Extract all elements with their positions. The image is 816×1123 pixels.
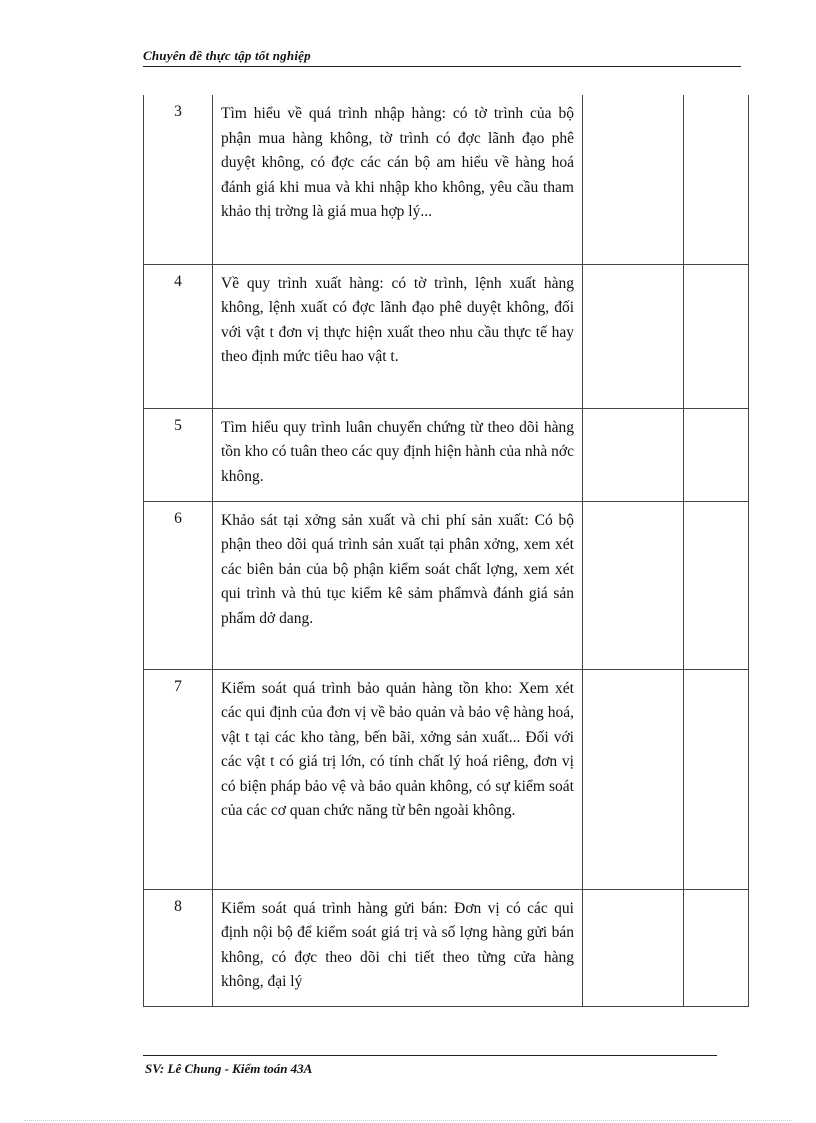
empty-cell [684, 408, 749, 501]
empty-cell [583, 889, 684, 1006]
row-number: 5 [144, 408, 213, 501]
row-content [213, 889, 583, 1006]
header-title: Chuyên đề thực tập tốt nghiệp [143, 48, 311, 63]
row-number: 8 [144, 889, 213, 1006]
empty-cell [583, 501, 684, 669]
page-footer-rule [143, 1055, 717, 1058]
row-content [213, 669, 583, 889]
audit-procedures-table [143, 95, 749, 1007]
empty-cell [684, 889, 749, 1006]
empty-cell [684, 95, 749, 264]
page-header [143, 46, 741, 67]
table-row [144, 669, 749, 889]
row-number: 4 [144, 264, 213, 408]
table-row [144, 264, 749, 408]
footer-text: SV: Lê Chung - Kiểm toán 43A [145, 1061, 313, 1076]
page-bottom-rule [24, 1120, 792, 1121]
empty-cell [583, 669, 684, 889]
empty-cell [583, 95, 684, 264]
empty-cell [583, 408, 684, 501]
empty-cell [583, 264, 684, 408]
table-row [144, 95, 749, 264]
table-row [144, 408, 749, 501]
row-content [213, 501, 583, 669]
row-text: Kiểm soát quá trình hàng gửi bán: Đơn vị có các qui định nội bộ để kiểm soát giá trị và số lợng hàng gửi bán không, có đợc theo dõi chi tiết theo từng cửa hàng không, đại lý [221, 899, 574, 991]
empty-cell [684, 669, 749, 889]
row-content [213, 408, 583, 501]
row-content [213, 264, 583, 408]
row-number: 6 [144, 501, 213, 669]
row-text: Tìm hiểu quy trình luân chuyển chứng từ theo dõi hàng tồn kho có tuân theo các quy định hiện hành của nhà nớc không. [221, 418, 574, 485]
row-number: 3 [144, 95, 213, 264]
empty-cell [684, 264, 749, 408]
row-text: Kiểm soát quá trình bảo quản hàng tồn kho: Xem xét các qui định của đơn vị về bảo quản và bảo vệ hàng hoá, vật t tại các kho tàng, bến bãi, xởng sản xuất... Đối với các vật t có giá trị lớn, có tính chất lý hoá riêng, đơn vị có biện pháp bảo vệ và bảo quản không, có sự kiểm soát của các cơ quan chức năng từ bên ngoài không. [221, 679, 574, 820]
empty-cell [684, 501, 749, 669]
row-number: 7 [144, 669, 213, 889]
row-text: Khảo sát tại xởng sản xuất và chi phí sản xuất: Có bộ phận theo dõi quá trình sản xuất tại phân xởng, xem xét các biên bản của bộ phận kiểm soát chất lợng, xem xét qui trình và thủ tục kiểm kê sảm phẩmvà đánh giá sản phẩm dở dang. [221, 511, 574, 627]
row-text: Về quy trình xuất hàng: có tờ trình, lệnh xuất hàng không, lệnh xuất có đợc lãnh đạo phê duyệt không, đối với vật t đơn vị thực hiện xuất theo nhu cầu thực tế hay theo định mức tiêu hao vật t. [221, 274, 574, 366]
table-row [144, 501, 749, 669]
row-text: Tìm hiểu về quá trình nhập hàng: có tờ trình của bộ phận mua hàng không, tờ trình có đợc lãnh đạo phê duyệt không, có đợc các cán bộ am hiểu về hàng hoá đánh giá khi mua và khi nhập kho không, yêu cầu tham khảo thị trờng là giá mua hợp lý... [221, 105, 574, 221]
table-row [144, 889, 749, 1006]
row-content [213, 95, 583, 264]
